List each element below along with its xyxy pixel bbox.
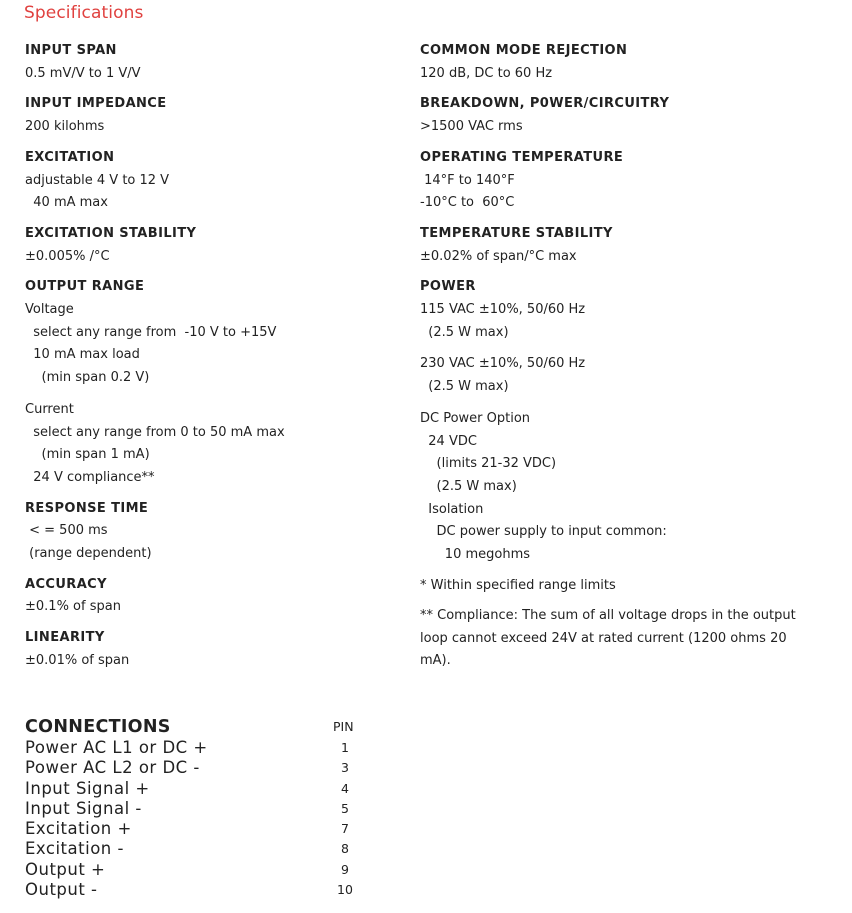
spec-accuracy	[25, 574, 405, 619]
spec-value: 200 kilohms	[25, 119, 105, 135]
spec-output-range	[25, 276, 405, 489]
spec-heading: INPUT IMPEDANCE	[25, 96, 167, 112]
spec-heading: EXCITATION	[25, 149, 115, 165]
connection-row	[25, 839, 365, 859]
spec-heading: INPUT SPAN	[25, 43, 117, 58]
spec-value: select any range from -10 V to +15V	[25, 324, 277, 340]
spec-heading: BREAKDOWN, P0WER/CIRCUITRY	[420, 96, 670, 112]
spec-excitation	[25, 147, 405, 215]
spec-heading: TEMPERATURE STABILITY	[420, 225, 613, 241]
connection-row	[25, 799, 365, 819]
connections-table	[25, 717, 365, 900]
spec-value: (limits 21-32 VDC)	[420, 456, 557, 472]
connection-row	[25, 779, 365, 799]
spec-value: Current	[25, 401, 74, 417]
connection-label: Power AC L1 or DC +	[25, 738, 208, 757]
spec-value: ±0.1% of span	[25, 599, 121, 615]
connection-pin: 8	[341, 841, 349, 857]
spec-value: (2.5 W max)	[420, 379, 509, 395]
spec-heading: EXCITATION STABILITY	[25, 225, 197, 241]
spec-value: ±0.01% of span	[25, 652, 130, 668]
spec-value: >1500 VAC rms	[420, 119, 523, 135]
spec-value: Voltage	[25, 302, 74, 318]
spec-value: ±0.005% /°C	[25, 248, 110, 264]
spec-heading: OPERATING TEMPERATURE	[420, 149, 624, 165]
connection-row	[25, 860, 365, 880]
connection-row	[25, 738, 365, 758]
connections-title: CONNECTIONS	[25, 717, 171, 737]
spec-value: (range dependent)	[25, 546, 152, 562]
spec-input-span	[25, 40, 405, 85]
spec-subgroup	[25, 399, 405, 490]
connection-pin: 4	[341, 780, 349, 796]
connection-row	[25, 819, 365, 839]
footnote-range-limits: * Within specified range limits	[420, 577, 616, 593]
spec-temperature-stability	[420, 223, 840, 268]
spec-value: 14°F to 140°F	[420, 172, 515, 188]
connection-label: Excitation -	[25, 839, 124, 859]
spec-breakdown	[420, 93, 840, 138]
spec-heading: ACCURACY	[25, 576, 107, 592]
connection-label: Input Signal +	[25, 778, 150, 798]
spec-value: 10 megohms	[420, 547, 531, 563]
spec-excitation-stability	[25, 223, 405, 268]
connection-pin: 10	[337, 882, 353, 898]
connection-pin: 5	[341, 800, 349, 816]
spec-heading: COMMON MODE REJECTION	[420, 43, 628, 58]
connection-label: Input Signal -	[25, 798, 142, 818]
spec-value: (2.5 W max)	[420, 478, 517, 494]
spec-value: adjustable 4 V to 12 V	[25, 172, 170, 188]
spec-heading: OUTPUT RANGE	[25, 279, 145, 295]
spec-value: 24 V compliance**	[25, 469, 155, 485]
spec-value: 120 dB, DC to 60 Hz	[420, 65, 553, 81]
connection-pin: 7	[341, 821, 349, 837]
spec-operating-temperature	[420, 147, 840, 215]
page-title: Specifications	[24, 3, 144, 23]
connection-row	[25, 758, 365, 778]
spec-value: (min span 1 mA)	[25, 447, 150, 463]
pin-column-header: PIN	[333, 719, 354, 734]
spec-linearity	[25, 627, 405, 672]
spec-value: (2.5 W max)	[420, 324, 509, 340]
connection-label: Excitation +	[25, 819, 132, 839]
spec-value: 230 VAC ±10%, 50/60 Hz	[420, 356, 586, 372]
spec-value: ±0.02% of span/°C max	[420, 248, 577, 264]
spec-input-impedance	[25, 93, 405, 138]
connection-pin: 1	[341, 740, 349, 755]
connection-pin: 9	[341, 861, 349, 877]
spec-value: Isolation	[420, 501, 484, 517]
spec-heading: LINEARITY	[25, 630, 105, 646]
spec-value: < = 500 ms	[25, 523, 108, 539]
spec-subgroup	[420, 408, 840, 567]
spec-common-mode-rejection	[420, 40, 840, 85]
left-spec-column	[25, 40, 405, 681]
spec-value: select any range from 0 to 50 mA max	[25, 424, 285, 440]
connections-header	[25, 717, 365, 738]
connection-label: Power AC L2 or DC -	[25, 758, 200, 778]
spec-value: (min span 0.2 V)	[25, 370, 150, 386]
spec-value: 0.5 mV/V to 1 V/V	[25, 65, 141, 81]
spec-response-time	[25, 498, 405, 566]
connection-pin: 3	[341, 760, 349, 776]
spec-value: -10°C to 60°C	[420, 195, 515, 211]
connection-label: Output -	[25, 880, 98, 900]
spec-value: DC power supply to input common:	[420, 524, 667, 540]
spec-heading: RESPONSE TIME	[25, 500, 149, 516]
spec-value: 10 mA max load	[25, 347, 140, 363]
connection-row	[25, 880, 365, 900]
spec-value: 115 VAC ±10%, 50/60 Hz	[420, 302, 586, 318]
spec-value: 40 mA max	[25, 195, 108, 211]
footnote-compliance: ** Compliance: The sum of all voltage drops in the output loop cannot exceed 24V at rated current (1200 ohms 20 mA).	[420, 608, 796, 669]
spec-heading: POWER	[420, 279, 476, 295]
connection-label: Output +	[25, 859, 106, 879]
spec-power	[420, 276, 840, 566]
spec-subgroup	[420, 353, 840, 398]
spec-value: DC Power Option	[420, 410, 531, 426]
right-spec-column	[420, 40, 840, 681]
spec-value: 24 VDC	[420, 433, 477, 449]
